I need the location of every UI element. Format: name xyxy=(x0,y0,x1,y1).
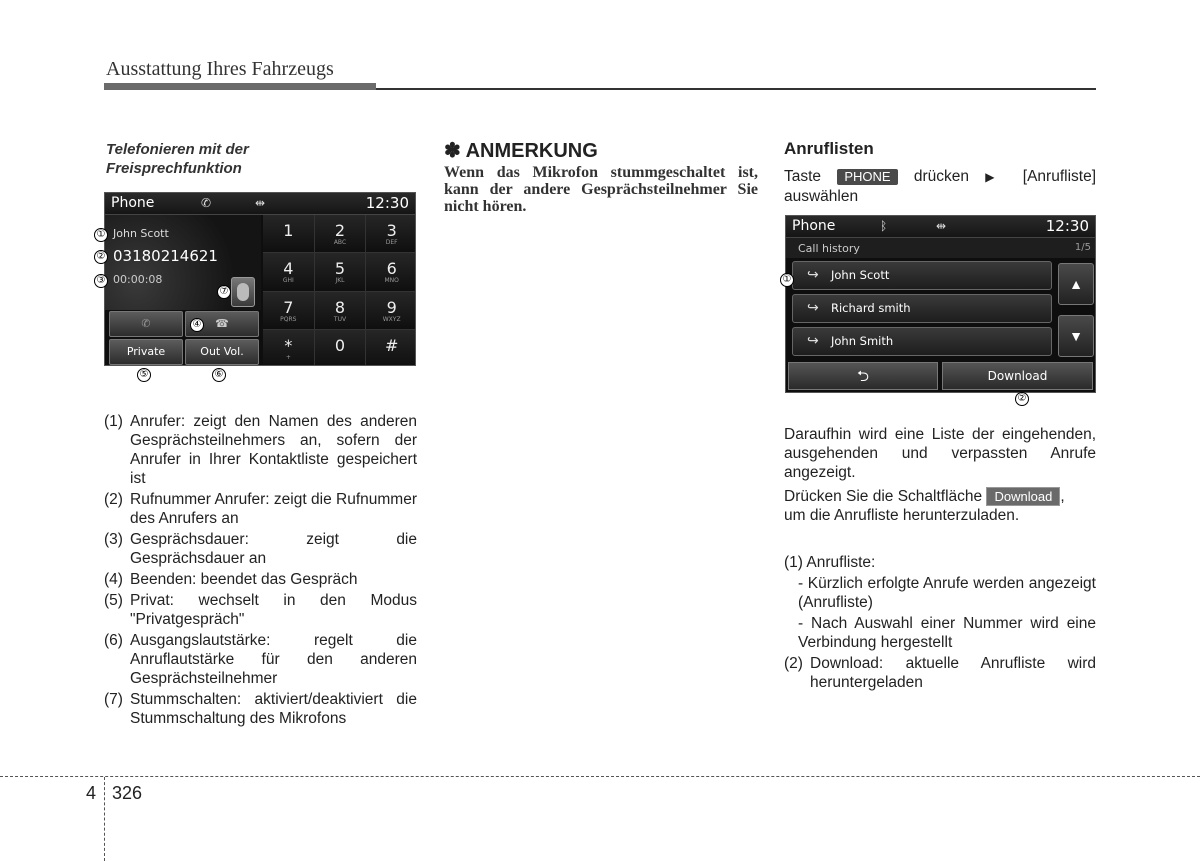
legend-list xyxy=(104,412,417,730)
entry-name: Richard smith xyxy=(831,301,911,315)
legend-item-number: (4) xyxy=(104,571,123,588)
key-digit: # xyxy=(384,335,399,355)
legend-item-text: Ausgangslautstärke: regelt die Anruflautstärke für den anderen Gesprächsteilnehmer xyxy=(130,632,417,687)
step-mid: drücken xyxy=(913,168,970,185)
subtitle-line-1: Telefonieren mit der xyxy=(106,141,249,158)
history-entry-1[interactable] xyxy=(792,261,1052,290)
legend-item xyxy=(104,591,417,629)
key-7[interactable] xyxy=(263,292,314,329)
legend-item xyxy=(104,631,417,688)
private-button[interactable]: Private xyxy=(109,339,183,365)
key-letters: ABC xyxy=(333,239,347,246)
screen-title-2: Phone xyxy=(792,218,836,234)
callout-3: ③ xyxy=(94,274,108,288)
key-digit: 9 xyxy=(386,297,397,317)
caller-name: John Scott xyxy=(113,227,169,240)
legend-item xyxy=(104,412,417,488)
screen-status-bar xyxy=(105,193,415,215)
screen-title: Phone xyxy=(111,195,155,211)
out-volume-button[interactable]: Out Vol. xyxy=(185,339,259,365)
footer-vertical-divider xyxy=(104,777,105,861)
key-letters: MNO xyxy=(384,277,399,285)
legend-sub-2: - Nach Auswahl einer Nummer wird eine Verbindung hergestellt xyxy=(798,615,1096,651)
history-title: Call history xyxy=(798,242,860,255)
history-page: 1/5 xyxy=(1074,242,1091,253)
key-2[interactable] xyxy=(315,215,366,252)
entry-name: John Smith xyxy=(831,334,894,348)
history-header xyxy=(786,238,1095,258)
usb-icon: ⇹ xyxy=(936,219,947,233)
key-digit: 1 xyxy=(283,221,294,240)
microphone-icon xyxy=(237,283,249,301)
history-legend xyxy=(784,553,1096,692)
footer-divider xyxy=(0,776,1200,777)
key-8[interactable] xyxy=(315,292,366,329)
download-button[interactable]: Download xyxy=(942,362,1093,390)
legend-item-number: (5) xyxy=(104,592,123,609)
legend-item xyxy=(104,690,417,728)
download-line-2: um die Anrufliste herunterzuladen. xyxy=(784,507,1020,524)
legend-item-text: Rufnummer Anrufer: zeigt die Rufnummer des Anrufers an xyxy=(130,491,417,527)
legend-num-2: (2) xyxy=(784,655,803,672)
key-digit: 2 xyxy=(334,221,346,240)
key-letters: TUV xyxy=(333,315,347,323)
legend-item-number: (6) xyxy=(104,632,123,649)
phone-handset-icon: ✆ xyxy=(201,196,212,210)
key-letters: PQRS xyxy=(280,315,297,323)
note-text: Wenn das Mikrofon stummgeschaltet ist, kann der andere Gesprächsteilnehmer Sie nicht hören. xyxy=(444,164,758,215)
note-title: ✽ ANMERKUNG xyxy=(444,140,598,162)
key-1[interactable] xyxy=(263,215,314,252)
history-entry-2[interactable] xyxy=(792,294,1052,323)
legend-item-text: Stummschalten: aktiviert/deaktiviert die Stummschaltung des Mikrofons xyxy=(130,691,417,727)
key-digit: 4 xyxy=(283,259,294,279)
legend-item-text: Privat: wechselt in den Modus "Privatgespräch" xyxy=(130,592,417,628)
header-rule-dark xyxy=(104,83,376,90)
page-header-title: Ausstattung Ihres Fahrzeugs xyxy=(106,58,334,80)
screen-status-bar-2 xyxy=(786,216,1095,238)
key-star[interactable] xyxy=(263,330,314,366)
callout-2: ② xyxy=(94,250,108,264)
triangle-down-icon: ▼ xyxy=(1069,328,1083,344)
key-3[interactable] xyxy=(366,215,416,252)
outgoing-call-icon: ↪ xyxy=(807,333,819,349)
legend-num-1: (1) xyxy=(784,554,803,571)
legend-item-number: (3) xyxy=(104,531,123,548)
key-0[interactable] xyxy=(315,330,366,366)
legend-item-text: Beenden: beendet das Gespräch xyxy=(130,571,358,588)
key-9[interactable] xyxy=(366,292,416,329)
outgoing-call-icon: ↪ xyxy=(807,300,819,316)
legend-title-1: Anrufliste: xyxy=(806,554,876,571)
key-6[interactable] xyxy=(366,253,416,290)
scroll-down-button[interactable] xyxy=(1058,315,1094,357)
legend-item xyxy=(104,530,417,568)
key-digit: 6 xyxy=(386,259,397,279)
download-key-label: Download xyxy=(986,487,1060,506)
key-letters: WXYZ xyxy=(382,315,401,323)
legend-item-number: (2) xyxy=(104,491,123,508)
key-digit: 5 xyxy=(334,259,346,279)
section-subtitle xyxy=(106,140,249,178)
legend-item xyxy=(104,490,417,528)
back-arrow-icon: ⮌ xyxy=(856,367,869,385)
header-rule xyxy=(376,88,1096,90)
key-5[interactable] xyxy=(315,253,366,290)
legend-item xyxy=(104,570,417,589)
key-4[interactable] xyxy=(263,253,314,290)
history-description: Daraufhin wird eine Liste der eingehenden, ausgehenden und verpassten Anrufe angezeigt. xyxy=(784,426,1096,481)
key-hash[interactable] xyxy=(366,330,416,366)
triangle-up-icon: ▲ xyxy=(1069,276,1083,292)
callout-4: ④ xyxy=(190,318,204,332)
outgoing-call-icon: ↪ xyxy=(807,267,819,283)
instruction-step xyxy=(784,167,1096,206)
callout-h2: ② xyxy=(1015,392,1029,406)
key-digit: 3 xyxy=(386,221,397,240)
key-digit: 7 xyxy=(283,297,294,317)
arrow-right-icon: ▶ xyxy=(985,170,1007,184)
handset-icon: ✆ xyxy=(141,317,151,330)
dial-keypad xyxy=(263,215,416,366)
step-pre: Taste xyxy=(784,168,822,185)
hangup-icon: ☎ xyxy=(215,317,229,330)
usb-icon: ⇹ xyxy=(255,196,266,210)
key-letters: GHI xyxy=(282,277,294,285)
legend-text-2: Download: aktuelle Anrufliste wird heruntergeladen xyxy=(810,655,1096,691)
back-button[interactable] xyxy=(788,362,938,390)
legend-item-2 xyxy=(784,654,1096,692)
answer-call-button[interactable] xyxy=(109,311,183,337)
key-digit: 8 xyxy=(334,297,346,317)
screen-clock: 12:30 xyxy=(365,194,409,212)
legend-item-text: Anrufer: zeigt den Namen des anderen Gesprächsteilnehmers an, sofern der Anrufer in Ihrer Kontaktliste gespeichert ist xyxy=(130,413,417,487)
callout-7: ⑦ xyxy=(217,285,231,299)
call-duration: 00:00:08 xyxy=(113,273,163,286)
callout-h1: ① xyxy=(780,273,794,287)
legend-item-number: (1) xyxy=(104,413,123,430)
step-post: [Anrufliste] auswählen xyxy=(784,168,1097,205)
phone-key-label: PHONE xyxy=(837,169,897,185)
chapter-number: 4 xyxy=(86,783,97,803)
legend-sub-1: - Kürzlich erfolgte Anrufe werden angezeigt (Anrufliste) xyxy=(798,575,1096,611)
legend-item-number: (7) xyxy=(104,691,123,708)
download-instruction xyxy=(784,487,1096,525)
key-digit: 0 xyxy=(334,335,346,355)
mute-microphone-button[interactable] xyxy=(231,277,255,307)
key-letters: JKL xyxy=(335,277,345,285)
callout-5: ⑤ xyxy=(137,368,151,382)
call-history-screen xyxy=(785,215,1096,393)
caller-number: 03180214621 xyxy=(113,247,218,265)
download-comma: , xyxy=(1060,488,1065,505)
download-pre: Drücken Sie die Schaltfläche xyxy=(784,488,983,505)
key-letters: + xyxy=(285,353,291,361)
history-entry-3[interactable] xyxy=(792,327,1052,356)
screen-clock-2: 12:30 xyxy=(1045,217,1089,235)
scroll-up-button[interactable] xyxy=(1058,263,1094,305)
phone-call-screen xyxy=(104,192,416,366)
legend-item-text: Gesprächsdauer: zeigt die Gesprächsdauer an xyxy=(130,531,417,567)
page-number: 326 xyxy=(112,783,143,803)
key-letters: DEF xyxy=(385,239,398,246)
bluetooth-icon: ᛒ xyxy=(880,219,888,233)
key-digit: * xyxy=(284,335,293,355)
callout-1: ① xyxy=(94,228,108,242)
callout-6: ⑥ xyxy=(212,368,226,382)
section-title: Anruflisten xyxy=(784,139,874,158)
subtitle-line-2: Freisprechfunktion xyxy=(106,160,242,177)
entry-name: John Scott xyxy=(831,268,890,282)
